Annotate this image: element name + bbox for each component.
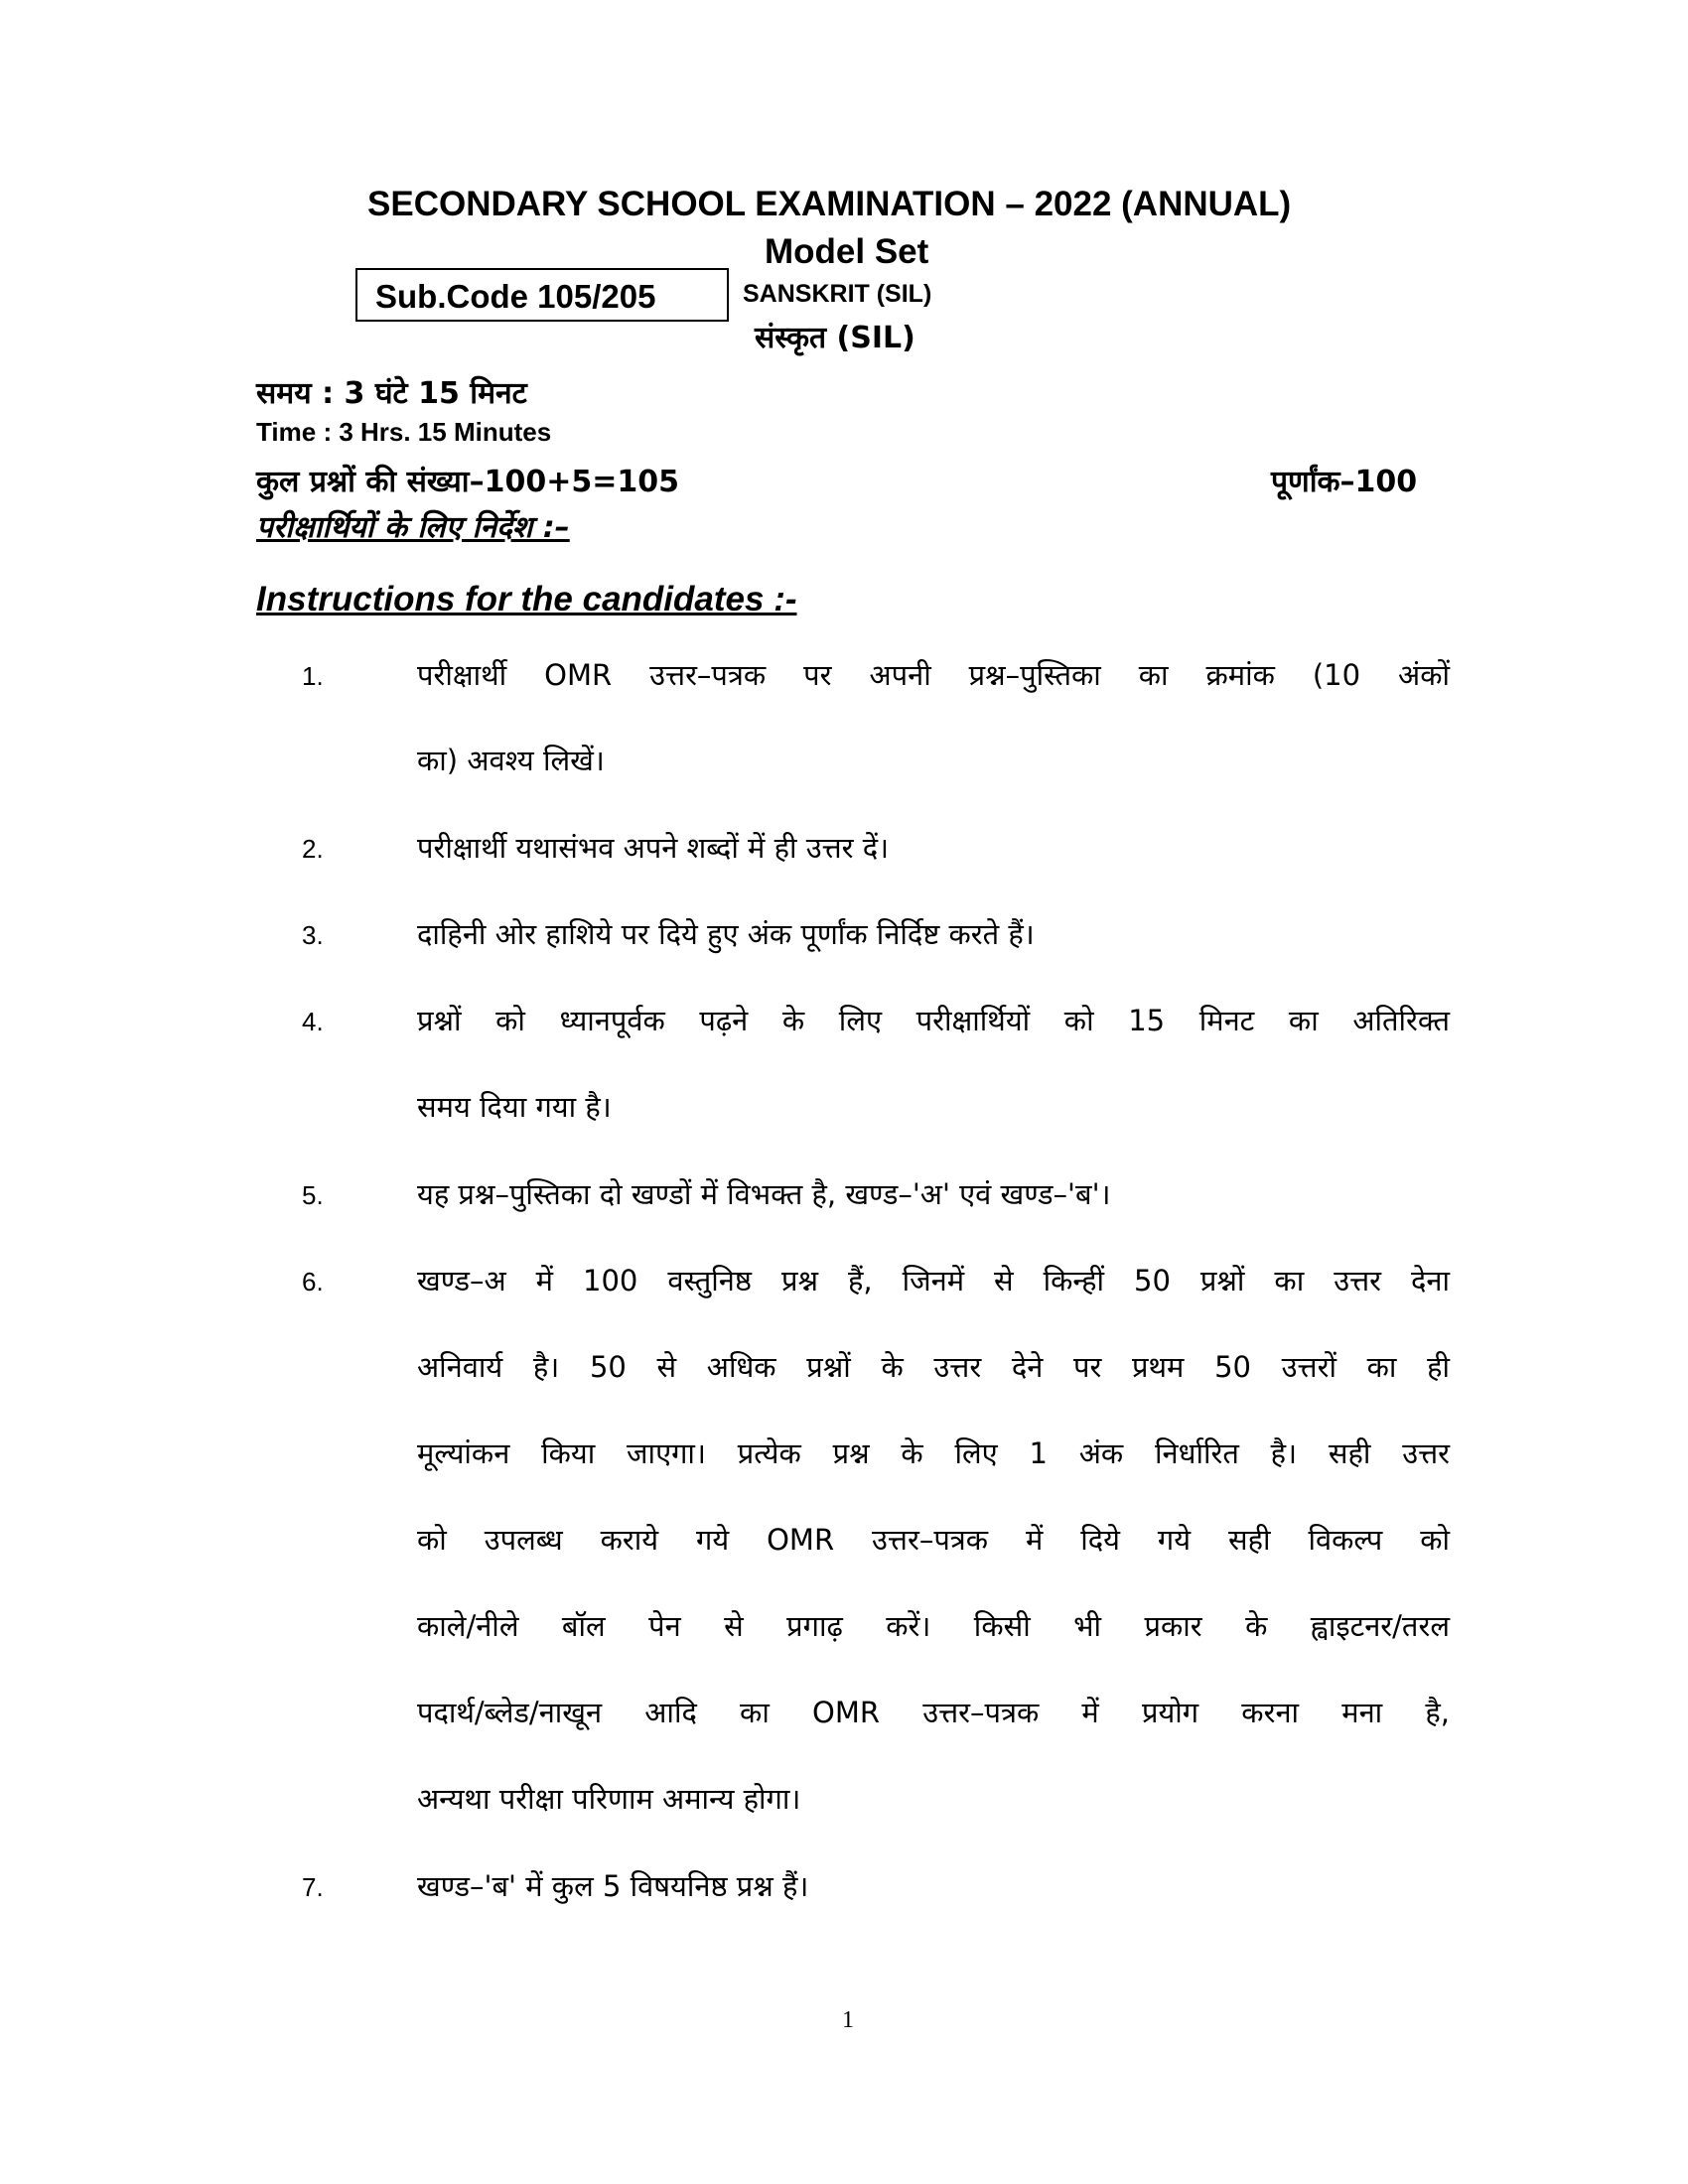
time-hindi: समय : 3 घंटे 15 मिनट xyxy=(256,376,527,411)
instruction-line: अनिवार्य है। 50 से अधिक प्रश्नों के उत्तर देने पर प्रथम 50 उत्तरों का ही xyxy=(417,1350,1450,1384)
total-questions: कुल प्रश्नों की संख्या–100+5=105 xyxy=(256,465,679,499)
sub-code: Sub.Code 105/205 xyxy=(375,278,656,315)
instruction-line: समय दिया गया है। xyxy=(417,1090,612,1124)
model-set-label: Model Set xyxy=(765,232,929,271)
instruction-line: खण्ड–'ब' में कुल 5 विषयनिष्ठ प्रश्न हैं। xyxy=(417,1869,809,1903)
subject-english: SANSKRIT (SIL) xyxy=(743,280,932,308)
instruction-line: पदार्थ/ब्लेड/नाखून आदि का OMR उत्तर–पत्रक में प्रयोग करना मना है, xyxy=(417,1696,1450,1729)
full-marks: पूर्णांक–100 xyxy=(1271,465,1418,499)
exam-title: SECONDARY SCHOOL EXAMINATION – 2022 (ANNUAL) xyxy=(367,185,1292,223)
instruction-number: 1. xyxy=(302,661,324,691)
instruction-number: 5. xyxy=(302,1180,324,1210)
instructions-heading-hindi: परीक्षार्थियों के लिए निर्देश :– xyxy=(256,510,570,545)
instruction-line: यह प्रश्न–पुस्तिका दो खण्डों में विभक्त है, खण्ड–'अ' एवं खण्ड–'ब'। xyxy=(417,1177,1111,1211)
instruction-number: 3. xyxy=(302,920,324,950)
page-number: 1 xyxy=(842,2007,854,2033)
instruction-line: प्रश्नों को ध्यानपूर्वक पढ़ने के लिए परीक्षार्थियों को 15 मिनट का अतिरिक्त xyxy=(417,1004,1450,1037)
instruction-line: का) अवश्य लिखें। xyxy=(417,744,605,777)
subject-hindi: संस्कृत (SIL) xyxy=(755,321,915,355)
instruction-number: 4. xyxy=(302,1007,324,1036)
instruction-line: अन्यथा परीक्षा परिणाम अमान्य होगा। xyxy=(417,1782,801,1816)
instructions-heading-english: Instructions for the candidates :- xyxy=(256,580,797,618)
instruction-line: को उपलब्ध कराये गये OMR उत्तर–पत्रक में दिये गये सही विकल्प को xyxy=(417,1523,1450,1557)
instruction-line: परीक्षार्थी यथासंभव अपने शब्दों में ही उत्तर दें। xyxy=(417,831,890,865)
instruction-line: परीक्षार्थी OMR उत्तर–पत्रक पर अपनी प्रश्न–पुस्तिका का क्रमांक (10 अंकों xyxy=(417,658,1450,692)
instruction-number: 2. xyxy=(302,834,324,864)
instruction-line: दाहिनी ओर हाशिये पर दिये हुए अंक पूर्णांक निर्दिष्ट करते हैं। xyxy=(417,917,1035,951)
instruction-line: काले/नीले बॉल पेन से प्रगाढ़ करें। किसी भी प्रकार के ह्वाइटनर/तरल xyxy=(417,1609,1450,1643)
instruction-line: मूल्यांकन किया जाएगा। प्रत्येक प्रश्न के लिए 1 अंक निर्धारित है। सही उत्तर xyxy=(417,1436,1450,1470)
instruction-line: खण्ड–अ में 100 वस्तुनिष्ठ प्रश्न हैं, जिनमें से किन्हीं 50 प्रश्नों का उत्तर देना xyxy=(417,1264,1450,1297)
time-english: Time : 3 Hrs. 15 Minutes xyxy=(256,417,552,447)
instruction-number: 7. xyxy=(302,1872,324,1902)
instruction-number: 6. xyxy=(302,1267,324,1297)
